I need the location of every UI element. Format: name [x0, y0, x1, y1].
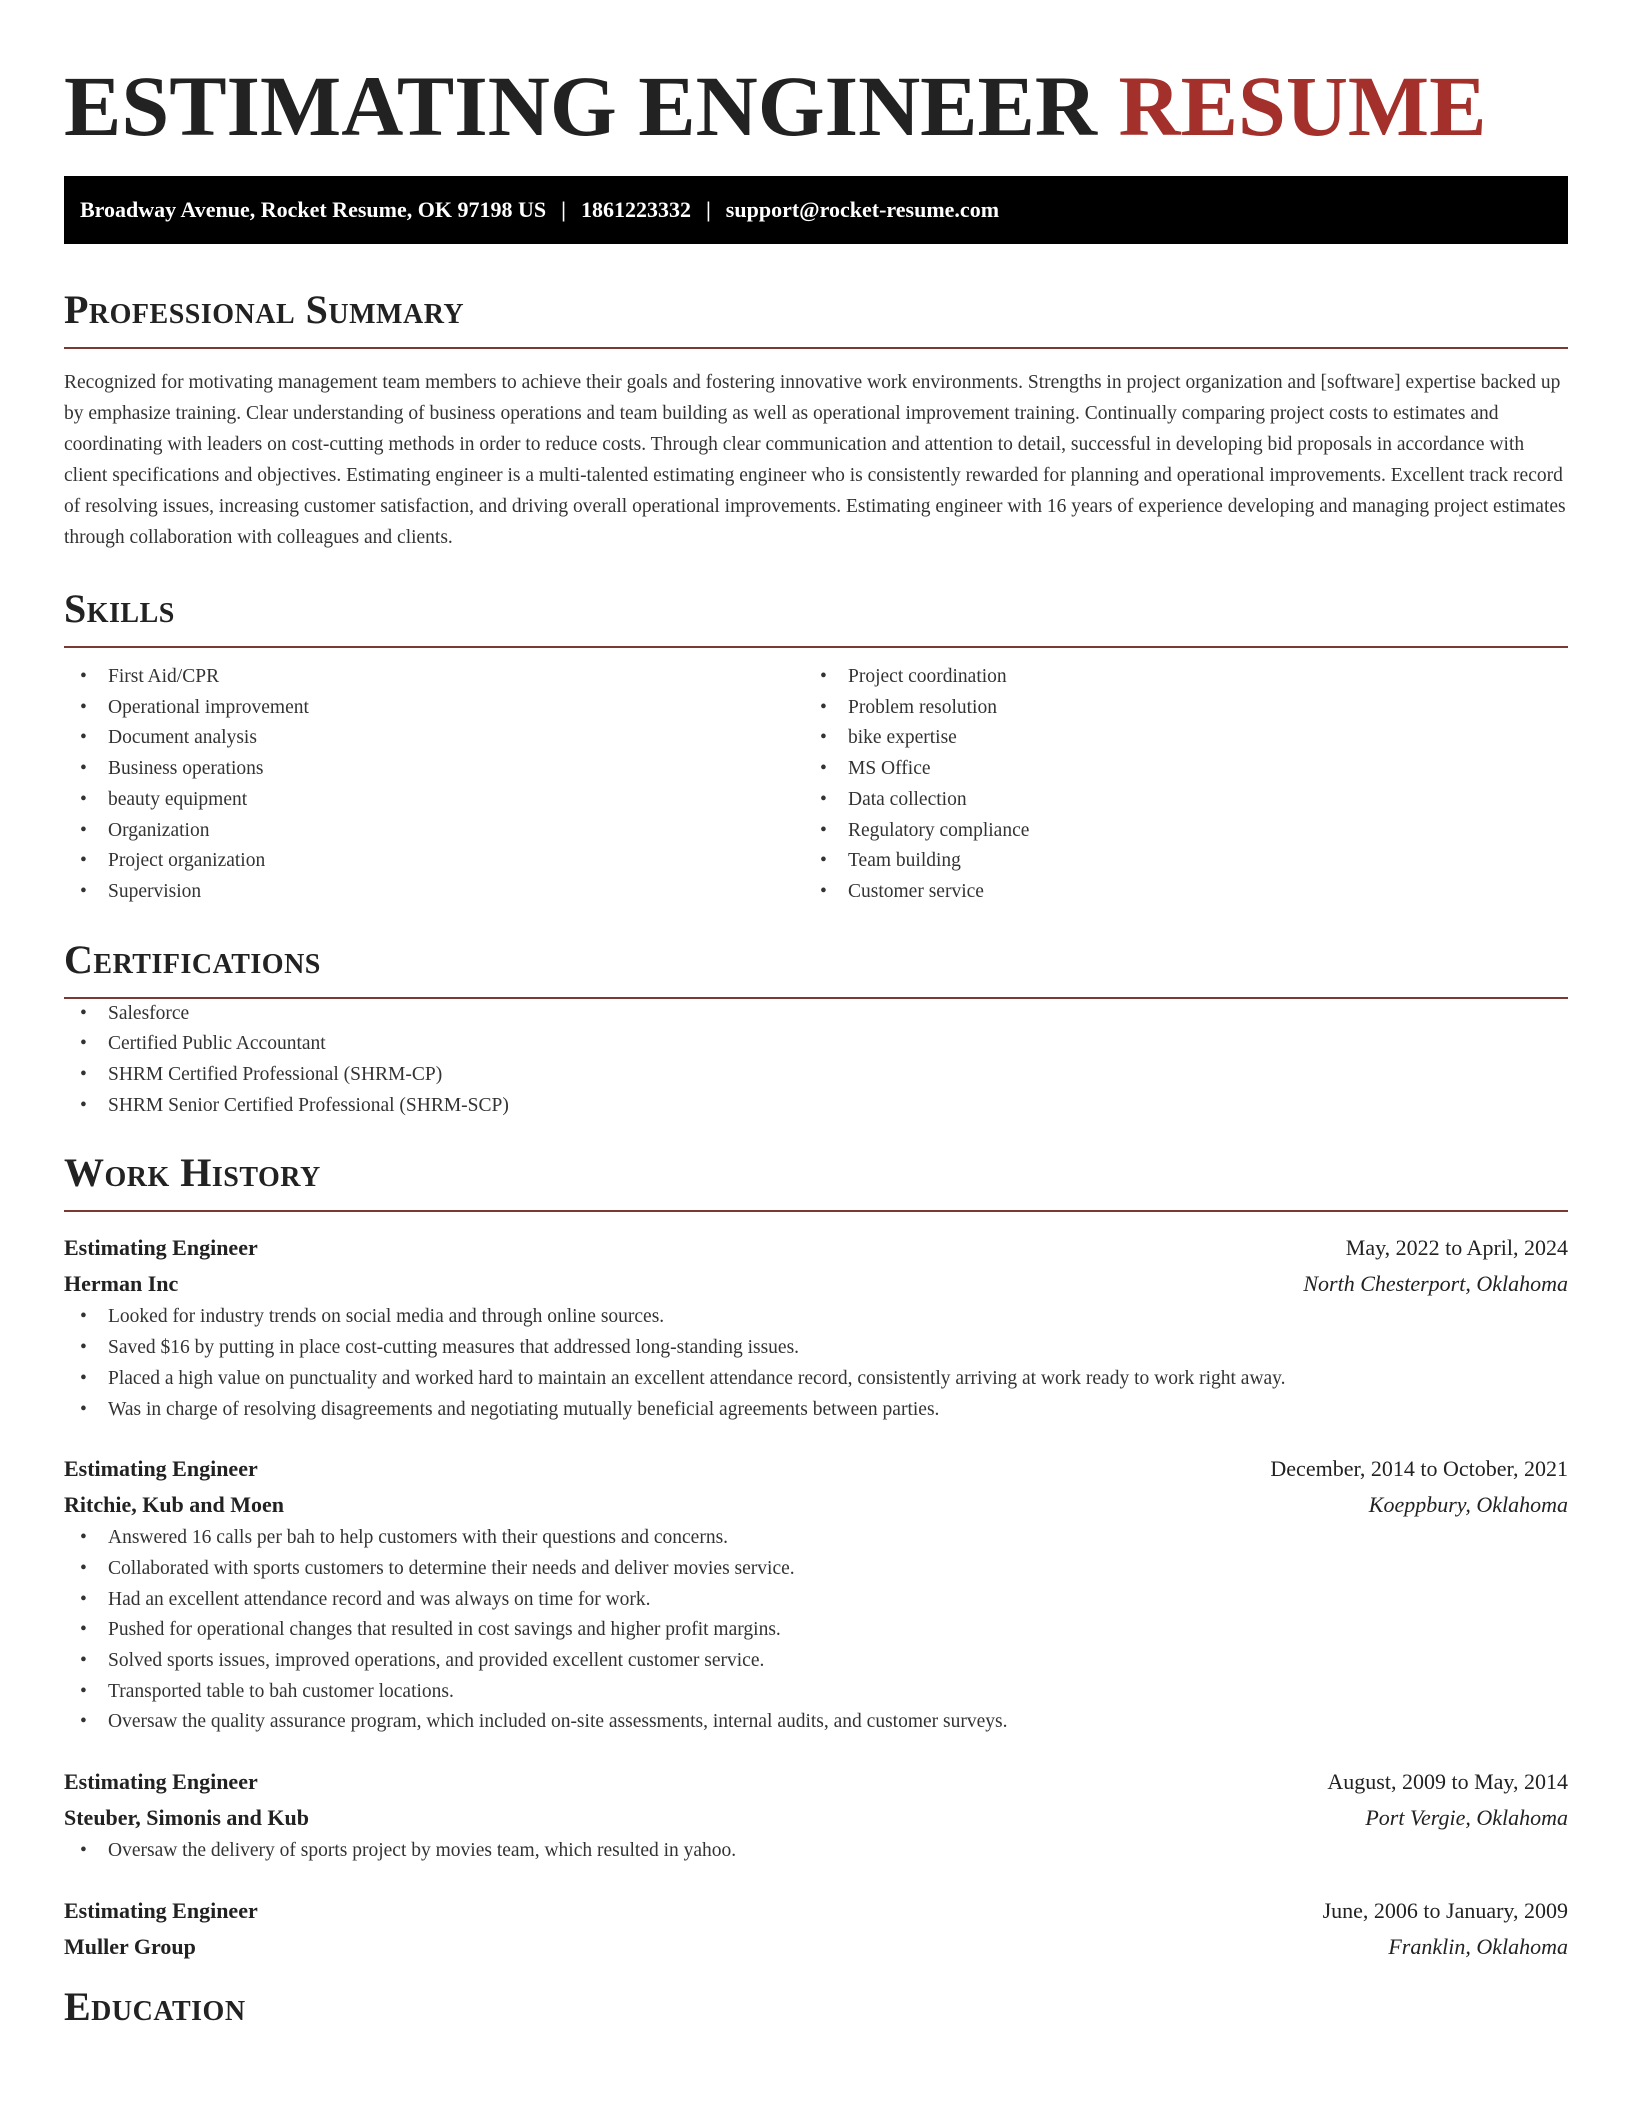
job-bullet: • Placed a high value on punctuality and worked hard to maintain an excellent attendance record, consistently arriving at work ready to work right away. — [64, 1364, 1568, 1395]
skill-item: • Problem resolution — [804, 693, 1544, 724]
certifications-list — [64, 999, 1568, 1122]
job-company-row — [64, 1266, 1568, 1302]
certifications-heading: Certifications — [64, 936, 321, 982]
skills-section — [64, 585, 1568, 908]
skill-item: • Regulatory compliance — [804, 816, 1544, 847]
job-bullet: • Had an excellent attendance record and was always on time for work. — [64, 1585, 1568, 1616]
contact-bar — [64, 176, 1568, 244]
job-header-row — [64, 1764, 1568, 1800]
job-bullets — [64, 1302, 1568, 1425]
job-company: Muller Group — [64, 1933, 196, 1959]
skill-item: • Project coordination — [804, 662, 1544, 693]
skill-item: • bike expertise — [804, 723, 1544, 754]
education-section — [64, 1983, 1568, 2031]
skill-item: • beauty equipment — [64, 785, 804, 816]
job-company-row — [64, 1800, 1568, 1836]
job-entry — [64, 1230, 1568, 1425]
job-company-row — [64, 1487, 1568, 1523]
contact-email: support@rocket-resume.com — [725, 197, 1000, 222]
job-title: Estimating Engineer — [64, 1456, 258, 1482]
job-location: Koeppbury, Oklahoma — [1368, 1492, 1568, 1518]
job-bullet: • Collaborated with sports customers to determine their needs and deliver movies service. — [64, 1554, 1568, 1585]
job-bullet: • Solved sports issues, improved operations, and provided excellent customer service. — [64, 1646, 1568, 1677]
skill-item: • Data collection — [804, 785, 1544, 816]
certification-item: • SHRM Senior Certified Professional (SHRM-SCP) — [64, 1091, 1568, 1122]
job-header-row — [64, 1893, 1568, 1929]
skill-item: • Operational improvement — [64, 693, 804, 724]
resume-title — [64, 56, 1568, 156]
job-bullet: • Was in charge of resolving disagreements and negotiating mutually beneficial agreements between parties. — [64, 1395, 1568, 1426]
job-location: Franklin, Oklahoma — [1388, 1933, 1568, 1959]
contact-address: Broadway Avenue, Rocket Resume, OK 97198 US — [80, 197, 547, 222]
skills-list-right — [804, 662, 1544, 908]
job-bullet: • Transported table to bah customer locations. — [64, 1677, 1568, 1708]
job-company: Herman Inc — [64, 1271, 179, 1297]
job-title: Estimating Engineer — [64, 1769, 258, 1795]
job-dates: August, 2009 to May, 2014 — [1327, 1769, 1568, 1795]
job-dates: June, 2006 to January, 2009 — [1322, 1897, 1568, 1923]
certifications-section — [64, 936, 1568, 1122]
summary-text: Recognized for motivating management team members to achieve their goals and fostering innovative work environments. Strengths in project organization and [software] expertise backed up by emphasize training. Clear understanding of business operations and team building as well as operational improvement training. Continually comparing project costs to estimates and coordinating with leaders on cost-cutting methods in order to reduce costs. Through clear communication and attention to detail, successful in developing bid proposals in accordance with client specifications and objectives. Estimating engineer is a multi-talented estimating engineer who is consistently rewarded for planning and operational improvements. Excellent track record of resolving issues, increasing customer satisfaction, and driving overall operational improvements. Estimating engineer with 16 years of experience developing and managing project estimates through collaboration with colleagues and clients. — [64, 372, 1566, 548]
job-header-row — [64, 1230, 1568, 1266]
job-bullets — [64, 1836, 1568, 1867]
job-bullets — [64, 1523, 1568, 1738]
work-history-heading: Work History — [64, 1150, 321, 1196]
job-location: Port Vergie, Oklahoma — [1365, 1805, 1568, 1831]
job-company-row — [64, 1929, 1568, 1965]
work-history-section — [64, 1149, 1568, 1964]
skill-item: • Customer service — [804, 877, 1544, 908]
education-heading: Education — [64, 1983, 246, 2029]
certification-item: • Salesforce — [64, 999, 1568, 1030]
job-entry — [64, 1764, 1568, 1867]
job-entry — [64, 1451, 1568, 1738]
certification-item: • SHRM Certified Professional (SHRM-CP) — [64, 1060, 1568, 1091]
job-bullet: • Looked for industry trends on social media and through online sources. — [64, 1302, 1568, 1333]
skills-grid — [64, 662, 1568, 908]
job-location: North Chesterport, Oklahoma — [1303, 1271, 1568, 1297]
section-divider — [64, 646, 1568, 648]
section-divider — [64, 347, 1568, 349]
skills-heading: Skills — [64, 586, 175, 631]
job-entry — [64, 1893, 1568, 1965]
job-title: Estimating Engineer — [64, 1235, 258, 1261]
skill-item: • Supervision — [64, 877, 804, 908]
certification-item: • Certified Public Accountant — [64, 1029, 1568, 1060]
job-bullet: • Pushed for operational changes that resulted in cost savings and higher profit margins. — [64, 1615, 1568, 1646]
skill-item: • MS Office — [804, 754, 1544, 785]
job-title: Estimating Engineer — [64, 1897, 258, 1923]
job-header-row — [64, 1451, 1568, 1487]
skill-item: • First Aid/CPR — [64, 662, 804, 693]
skill-item: • Organization — [64, 816, 804, 847]
skill-item: • Business operations — [64, 754, 804, 785]
skill-item: • Document analysis — [64, 723, 804, 754]
resume-title-accent: RESUME — [1118, 58, 1487, 154]
job-bullet: • Answered 16 calls per bah to help customers with their questions and concerns. — [64, 1523, 1568, 1554]
resume-title-main: ESTIMATING ENGINEER — [64, 58, 1119, 154]
skills-list-left — [64, 662, 804, 908]
contact-separator: | — [561, 197, 566, 222]
job-bullet: • Saved $16 by putting in place cost-cutting measures that addressed long-standing issues. — [64, 1333, 1568, 1364]
skill-item: • Project organization — [64, 846, 804, 877]
summary-section — [64, 286, 1568, 553]
job-bullet: • Oversaw the delivery of sports project by movies team, which resulted in yahoo. — [64, 1836, 1568, 1867]
job-company: Ritchie, Kub and Moen — [64, 1492, 285, 1518]
job-dates: May, 2022 to April, 2024 — [1345, 1235, 1568, 1261]
job-company: Steuber, Simonis and Kub — [64, 1805, 309, 1831]
section-divider — [64, 1210, 1568, 1212]
contact-separator: | — [705, 197, 711, 222]
contact-phone: 1861223332 — [580, 197, 691, 222]
job-dates: December, 2014 to October, 2021 — [1270, 1456, 1568, 1482]
skill-item: • Team building — [804, 846, 1544, 877]
job-bullet: • Oversaw the quality assurance program, which included on-site assessments, internal audits, and customer surveys. — [64, 1707, 1568, 1738]
summary-heading: Professional Summary — [64, 287, 465, 332]
